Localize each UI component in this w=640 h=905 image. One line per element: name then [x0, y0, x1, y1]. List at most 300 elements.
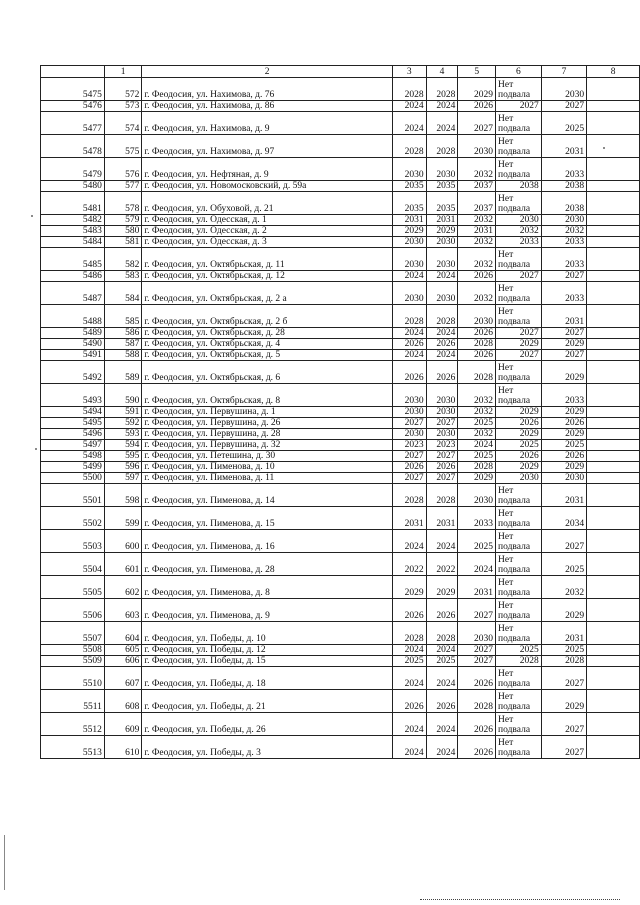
scan-footer-mark [420, 896, 620, 900]
item-number-cell: 608 [104, 690, 141, 713]
item-number-cell: 607 [104, 667, 141, 690]
row-number-cell: 5481 [41, 192, 105, 215]
year-col-3-cell: 2028 [392, 305, 426, 328]
table-row [41, 339, 640, 350]
year-col-4-cell: 2024 [426, 271, 458, 282]
item-number-cell: 605 [104, 645, 141, 656]
basement-col-6-cell: 2029 [496, 339, 542, 350]
row-number-cell: 5506 [41, 599, 105, 622]
year-col-3-cell: 2024 [392, 112, 426, 135]
table-row [41, 451, 640, 462]
note-col-8-cell [587, 181, 640, 192]
year-col-4-cell: 2028 [426, 622, 458, 645]
note-col-8-cell [587, 645, 640, 656]
year-col-7-cell: 2038 [541, 192, 586, 215]
item-number-cell: 592 [104, 418, 141, 429]
address-cell: г. Феодосия, ул. Первушина, д. 28 [142, 429, 393, 440]
basement-col-6-cell: Нет подвала [496, 112, 542, 135]
basement-col-6-cell: 2032 [496, 226, 542, 237]
address-cell: г. Феодосия, ул. Победы, д. 12 [142, 645, 393, 656]
year-col-7-cell: 2038 [541, 181, 586, 192]
basement-col-6-cell: 2027 [496, 271, 542, 282]
basement-col-6-cell: Нет подвала [496, 667, 542, 690]
note-col-8-cell [587, 248, 640, 271]
table-row [41, 473, 640, 484]
table-row [41, 135, 640, 158]
address-cell: г. Феодосия, ул. Обуховой, д. 21 [142, 192, 393, 215]
item-number-cell: 610 [104, 736, 141, 759]
year-col-3-cell: 2028 [392, 135, 426, 158]
address-cell: г. Феодосия, ул. Октябрьская, д. 5 [142, 350, 393, 361]
row-number-cell: 5486 [41, 271, 105, 282]
row-number-cell: 5512 [41, 713, 105, 736]
row-number-cell: 5505 [41, 576, 105, 599]
year-col-5-cell: 2028 [458, 690, 496, 713]
address-cell: г. Феодосия, ул. Октябрьская, д. 2 а [142, 282, 393, 305]
table-row [41, 418, 640, 429]
year-col-7-cell: 2033 [541, 237, 586, 248]
year-col-7-cell: 2025 [541, 553, 586, 576]
note-col-8-cell [587, 530, 640, 553]
table-row [41, 407, 640, 418]
year-col-3-cell: 2024 [392, 271, 426, 282]
address-cell: г. Феодосия, ул. Победы, д. 21 [142, 690, 393, 713]
basement-col-6-cell: Нет подвала [496, 507, 542, 530]
year-col-7-cell: 2030 [541, 473, 586, 484]
note-col-8-cell [587, 361, 640, 384]
address-cell: г. Феодосия, ул. Пименова, д. 16 [142, 530, 393, 553]
table-row [41, 484, 640, 507]
table-row [41, 361, 640, 384]
year-col-3-cell: 2028 [392, 78, 426, 101]
basement-col-6-cell: 2025 [496, 440, 542, 451]
basement-col-6-cell: Нет подвала [496, 690, 542, 713]
year-col-4-cell: 2027 [426, 418, 458, 429]
year-col-7-cell: 2025 [541, 645, 586, 656]
year-col-7-cell: 2031 [541, 484, 586, 507]
year-col-3-cell: 2024 [392, 530, 426, 553]
column-header: 8 [587, 66, 640, 78]
basement-col-6-cell: 2030 [496, 473, 542, 484]
year-col-3-cell: 2028 [392, 484, 426, 507]
item-number-cell: 586 [104, 328, 141, 339]
column-header: 3 [392, 66, 426, 78]
address-cell: г. Феодосия, ул. Нахимова, д. 9 [142, 112, 393, 135]
address-cell: г. Феодосия, ул. Нахимова, д. 76 [142, 78, 393, 101]
item-number-cell: 579 [104, 215, 141, 226]
note-col-8-cell [587, 429, 640, 440]
item-number-cell: 598 [104, 484, 141, 507]
table-row [41, 736, 640, 759]
scan-speck [603, 147, 605, 149]
note-col-8-cell [587, 78, 640, 101]
year-col-7-cell: 2029 [541, 599, 586, 622]
basement-col-6-cell: Нет подвала [496, 135, 542, 158]
address-cell: г. Феодосия, ул. Октябрьская, д. 8 [142, 384, 393, 407]
note-col-8-cell [587, 271, 640, 282]
item-number-cell: 587 [104, 339, 141, 350]
row-number-cell: 5507 [41, 622, 105, 645]
year-col-3-cell: 2028 [392, 622, 426, 645]
item-number-cell: 588 [104, 350, 141, 361]
item-number-cell: 590 [104, 384, 141, 407]
year-col-4-cell: 2026 [426, 361, 458, 384]
row-number-cell: 5483 [41, 226, 105, 237]
row-number-cell: 5509 [41, 656, 105, 667]
row-number-cell: 5499 [41, 462, 105, 473]
row-number-cell: 5480 [41, 181, 105, 192]
year-col-5-cell: 2026 [458, 667, 496, 690]
note-col-8-cell [587, 451, 640, 462]
year-col-3-cell: 2024 [392, 667, 426, 690]
year-col-5-cell: 2032 [458, 248, 496, 271]
row-number-cell: 5497 [41, 440, 105, 451]
note-col-8-cell [587, 384, 640, 407]
year-col-3-cell: 2026 [392, 690, 426, 713]
column-header: 6 [496, 66, 542, 78]
year-col-3-cell: 2023 [392, 440, 426, 451]
year-col-4-cell: 2024 [426, 101, 458, 112]
basement-col-6-cell: Нет подвала [496, 158, 542, 181]
note-col-8-cell [587, 462, 640, 473]
year-col-4-cell: 2024 [426, 112, 458, 135]
address-cell: г. Феодосия, ул. Октябрьская, д. 6 [142, 361, 393, 384]
table-row [41, 462, 640, 473]
item-number-cell: 589 [104, 361, 141, 384]
year-col-5-cell: 2026 [458, 713, 496, 736]
year-col-4-cell: 2030 [426, 407, 458, 418]
row-number-cell: 5485 [41, 248, 105, 271]
row-number-cell: 5503 [41, 530, 105, 553]
row-number-cell: 5477 [41, 112, 105, 135]
item-number-cell: 572 [104, 78, 141, 101]
table-row [41, 237, 640, 248]
column-header: 2 [142, 66, 393, 78]
item-number-cell: 581 [104, 237, 141, 248]
year-col-4-cell: 2025 [426, 656, 458, 667]
year-col-7-cell: 2029 [541, 339, 586, 350]
table-row [41, 226, 640, 237]
year-col-5-cell: 2025 [458, 451, 496, 462]
item-number-cell: 576 [104, 158, 141, 181]
year-col-4-cell: 2027 [426, 451, 458, 462]
item-number-cell: 599 [104, 507, 141, 530]
note-col-8-cell [587, 328, 640, 339]
note-col-8-cell [587, 507, 640, 530]
row-number-cell: 5492 [41, 361, 105, 384]
column-header: 7 [541, 66, 586, 78]
year-col-3-cell: 2031 [392, 215, 426, 226]
note-col-8-cell [587, 158, 640, 181]
table-row [41, 507, 640, 530]
table-row [41, 667, 640, 690]
item-number-cell: 609 [104, 713, 141, 736]
year-col-5-cell: 2030 [458, 484, 496, 507]
year-col-5-cell: 2033 [458, 507, 496, 530]
year-col-4-cell: 2030 [426, 248, 458, 271]
year-col-5-cell: 2027 [458, 656, 496, 667]
basement-col-6-cell: Нет подвала [496, 384, 542, 407]
year-col-7-cell: 2027 [541, 667, 586, 690]
column-header: 5 [458, 66, 496, 78]
row-number-cell: 5476 [41, 101, 105, 112]
note-col-8-cell [587, 576, 640, 599]
address-cell: г. Феодосия, ул. Нефтяная, д. 9 [142, 158, 393, 181]
year-col-4-cell: 2035 [426, 181, 458, 192]
year-col-7-cell: 2025 [541, 112, 586, 135]
year-col-7-cell: 2031 [541, 622, 586, 645]
year-col-7-cell: 2027 [541, 328, 586, 339]
table-row [41, 158, 640, 181]
year-col-4-cell: 2026 [426, 339, 458, 350]
row-number-cell: 5493 [41, 384, 105, 407]
address-cell: г. Феодосия, ул. Пименова, д. 14 [142, 484, 393, 507]
year-col-5-cell: 2027 [458, 645, 496, 656]
row-number-cell: 5489 [41, 328, 105, 339]
row-number-cell: 5502 [41, 507, 105, 530]
item-number-cell: 577 [104, 181, 141, 192]
year-col-7-cell: 2033 [541, 158, 586, 181]
item-number-cell: 578 [104, 192, 141, 215]
column-header [41, 66, 105, 78]
year-col-7-cell: 2027 [541, 101, 586, 112]
item-number-cell: 600 [104, 530, 141, 553]
year-col-4-cell: 2024 [426, 736, 458, 759]
table-row [41, 271, 640, 282]
year-col-7-cell: 2031 [541, 305, 586, 328]
row-number-cell: 5510 [41, 667, 105, 690]
item-number-cell: 574 [104, 112, 141, 135]
row-number-cell: 5513 [41, 736, 105, 759]
item-number-cell: 584 [104, 282, 141, 305]
basement-col-6-cell: 2025 [496, 645, 542, 656]
year-col-5-cell: 2032 [458, 215, 496, 226]
year-col-3-cell: 2029 [392, 226, 426, 237]
address-cell: г. Феодосия, ул. Первушина, д. 1 [142, 407, 393, 418]
basement-col-6-cell: 2027 [496, 350, 542, 361]
year-col-5-cell: 2032 [458, 429, 496, 440]
basement-col-6-cell: Нет подвала [496, 248, 542, 271]
year-col-7-cell: 2031 [541, 135, 586, 158]
year-col-3-cell: 2026 [392, 339, 426, 350]
year-col-3-cell: 2030 [392, 429, 426, 440]
year-col-7-cell: 2032 [541, 576, 586, 599]
table-row [41, 101, 640, 112]
row-number-cell: 5490 [41, 339, 105, 350]
year-col-3-cell: 2024 [392, 645, 426, 656]
year-col-5-cell: 2032 [458, 158, 496, 181]
year-col-5-cell: 2026 [458, 271, 496, 282]
year-col-5-cell: 2029 [458, 78, 496, 101]
year-col-3-cell: 2024 [392, 328, 426, 339]
year-col-4-cell: 2028 [426, 305, 458, 328]
year-col-5-cell: 2025 [458, 418, 496, 429]
year-col-3-cell: 2030 [392, 237, 426, 248]
row-number-cell: 5484 [41, 237, 105, 248]
basement-col-6-cell: 2029 [496, 407, 542, 418]
year-col-3-cell: 2027 [392, 418, 426, 429]
year-col-3-cell: 2027 [392, 473, 426, 484]
item-number-cell: 585 [104, 305, 141, 328]
note-col-8-cell [587, 713, 640, 736]
note-col-8-cell [587, 690, 640, 713]
row-number-cell: 5496 [41, 429, 105, 440]
year-col-4-cell: 2022 [426, 553, 458, 576]
year-col-4-cell: 2023 [426, 440, 458, 451]
item-number-cell: 603 [104, 599, 141, 622]
address-cell: г. Феодосия, ул. Победы, д. 15 [142, 656, 393, 667]
column-header: 4 [426, 66, 458, 78]
note-col-8-cell [587, 215, 640, 226]
item-number-cell: 591 [104, 407, 141, 418]
year-col-4-cell: 2026 [426, 599, 458, 622]
table-row [41, 192, 640, 215]
year-col-7-cell: 2027 [541, 736, 586, 759]
address-cell: г. Феодосия, ул. Петешина, д. 30 [142, 451, 393, 462]
year-col-4-cell: 2027 [426, 473, 458, 484]
address-cell: г. Феодосия, ул. Одесская, д. 2 [142, 226, 393, 237]
address-cell: г. Феодосия, ул. Пименова, д. 9 [142, 599, 393, 622]
table-row [41, 576, 640, 599]
year-col-5-cell: 2031 [458, 226, 496, 237]
year-col-7-cell: 2029 [541, 429, 586, 440]
year-col-4-cell: 2029 [426, 576, 458, 599]
note-col-8-cell [587, 473, 640, 484]
year-col-4-cell: 2030 [426, 158, 458, 181]
address-cell: г. Феодосия, ул. Нахимова, д. 97 [142, 135, 393, 158]
year-col-4-cell: 2028 [426, 78, 458, 101]
year-col-5-cell: 2029 [458, 473, 496, 484]
year-col-5-cell: 2028 [458, 339, 496, 350]
note-col-8-cell [587, 226, 640, 237]
row-number-cell: 5479 [41, 158, 105, 181]
note-col-8-cell [587, 305, 640, 328]
year-col-7-cell: 2027 [541, 530, 586, 553]
basement-col-6-cell: 2026 [496, 451, 542, 462]
row-number-cell: 5495 [41, 418, 105, 429]
basement-col-6-cell: Нет подвала [496, 78, 542, 101]
note-col-8-cell [587, 599, 640, 622]
year-col-7-cell: 2033 [541, 282, 586, 305]
year-col-3-cell: 2031 [392, 507, 426, 530]
basement-col-6-cell: Нет подвала [496, 530, 542, 553]
year-col-3-cell: 2030 [392, 407, 426, 418]
year-col-3-cell: 2022 [392, 553, 426, 576]
basement-col-6-cell: Нет подвала [496, 553, 542, 576]
table-row [41, 282, 640, 305]
basement-col-6-cell: 2029 [496, 462, 542, 473]
row-number-cell: 5494 [41, 407, 105, 418]
item-number-cell: 606 [104, 656, 141, 667]
year-col-4-cell: 2030 [426, 384, 458, 407]
basement-col-6-cell: 2029 [496, 429, 542, 440]
year-col-5-cell: 2037 [458, 181, 496, 192]
address-cell: г. Феодосия, ул. Первушина, д. 26 [142, 418, 393, 429]
year-col-5-cell: 2026 [458, 328, 496, 339]
year-col-4-cell: 2024 [426, 713, 458, 736]
address-cell: г. Феодосия, ул. Новомосковский, д. 59а [142, 181, 393, 192]
year-col-5-cell: 2032 [458, 282, 496, 305]
year-col-3-cell: 2024 [392, 350, 426, 361]
year-col-5-cell: 2028 [458, 462, 496, 473]
year-col-5-cell: 2026 [458, 350, 496, 361]
address-cell: г. Феодосия, ул. Октябрьская, д. 11 [142, 248, 393, 271]
address-cell: г. Феодосия, ул. Октябрьская, д. 28 [142, 328, 393, 339]
scan-edge-mark [4, 835, 5, 890]
note-col-8-cell [587, 736, 640, 759]
year-col-3-cell: 2026 [392, 462, 426, 473]
row-number-cell: 5508 [41, 645, 105, 656]
table-row [41, 530, 640, 553]
note-col-8-cell [587, 667, 640, 690]
address-cell: г. Феодосия, ул. Одесская, д. 1 [142, 215, 393, 226]
year-col-7-cell: 2025 [541, 440, 586, 451]
housing-register-table [40, 65, 640, 759]
year-col-4-cell: 2024 [426, 530, 458, 553]
item-number-cell: 575 [104, 135, 141, 158]
row-number-cell: 5498 [41, 451, 105, 462]
basement-col-6-cell: Нет подвала [496, 736, 542, 759]
table-row [41, 248, 640, 271]
item-number-cell: 583 [104, 271, 141, 282]
note-col-8-cell [587, 112, 640, 135]
basement-col-6-cell: 2028 [496, 656, 542, 667]
note-col-8-cell [587, 192, 640, 215]
address-cell: г. Феодосия, ул. Победы, д. 26 [142, 713, 393, 736]
row-number-cell: 5491 [41, 350, 105, 361]
address-cell: г. Феодосия, ул. Пименова, д. 10 [142, 462, 393, 473]
year-col-3-cell: 2030 [392, 248, 426, 271]
row-number-cell: 5478 [41, 135, 105, 158]
year-col-7-cell: 2029 [541, 462, 586, 473]
item-number-cell: 595 [104, 451, 141, 462]
basement-col-6-cell: 2027 [496, 101, 542, 112]
column-header: 1 [104, 66, 141, 78]
year-col-5-cell: 2026 [458, 736, 496, 759]
table-row [41, 656, 640, 667]
year-col-7-cell: 2030 [541, 78, 586, 101]
table-row [41, 384, 640, 407]
year-col-7-cell: 2030 [541, 215, 586, 226]
year-col-4-cell: 2030 [426, 429, 458, 440]
year-col-7-cell: 2032 [541, 226, 586, 237]
address-cell: г. Феодосия, ул. Пименова, д. 8 [142, 576, 393, 599]
year-col-5-cell: 2031 [458, 576, 496, 599]
year-col-4-cell: 2030 [426, 282, 458, 305]
year-col-5-cell: 2032 [458, 237, 496, 248]
note-col-8-cell [587, 484, 640, 507]
year-col-4-cell: 2024 [426, 350, 458, 361]
year-col-3-cell: 2030 [392, 282, 426, 305]
basement-col-6-cell: 2038 [496, 181, 542, 192]
year-col-5-cell: 2024 [458, 553, 496, 576]
year-col-5-cell: 2024 [458, 440, 496, 451]
row-number-cell: 5500 [41, 473, 105, 484]
year-col-4-cell: 2024 [426, 645, 458, 656]
note-col-8-cell [587, 440, 640, 451]
address-cell: г. Феодосия, ул. Пименова, д. 11 [142, 473, 393, 484]
row-number-cell: 5511 [41, 690, 105, 713]
table-row [41, 328, 640, 339]
year-col-4-cell: 2024 [426, 328, 458, 339]
basement-col-6-cell: Нет подвала [496, 192, 542, 215]
year-col-4-cell: 2026 [426, 462, 458, 473]
year-col-7-cell: 2027 [541, 271, 586, 282]
year-col-5-cell: 2025 [458, 530, 496, 553]
item-number-cell: 593 [104, 429, 141, 440]
row-number-cell: 5488 [41, 305, 105, 328]
basement-col-6-cell: Нет подвала [496, 713, 542, 736]
